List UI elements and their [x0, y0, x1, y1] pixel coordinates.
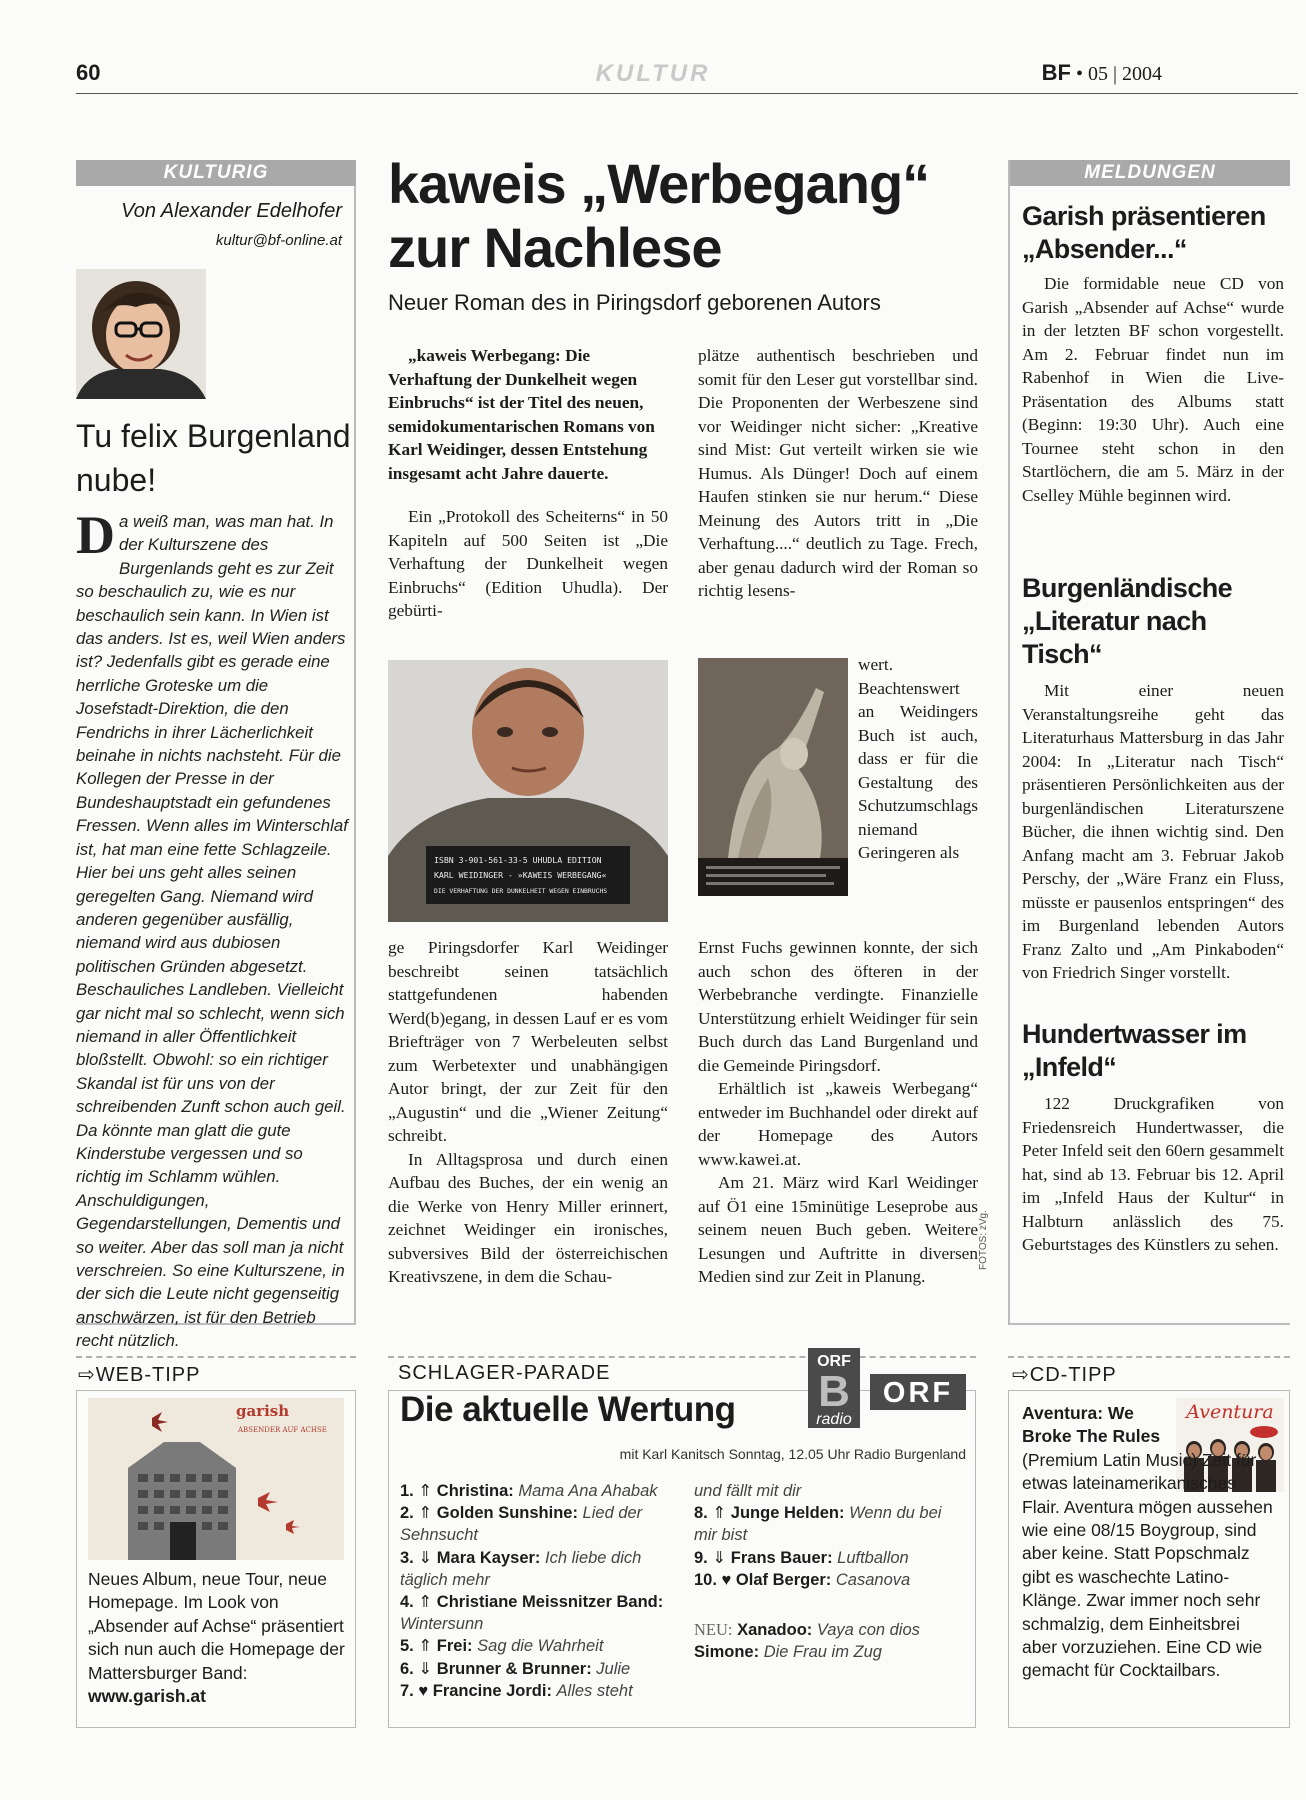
meldung-text: Mit einer neuen Veranstaltungsreihe geht das Literaturhaus Mattersburg in das Jahr 2004: In „Literatur nach Tisch“ präsentieren Persönlichkeiten aus der burgenländischen Literaturszene Bücher, die ihnen wichtig sind. Den Anfang macht am 3. Februar Jakob Perschy, der „Wäre Franz ein Fluss, müsste er pausenlos entspringen“ des im Burgenland lebenden Autors Franz Zalto und „Am Pinkaboden“ von Friedrich Singer vorstellt. [1022, 681, 1284, 982]
article-paragraph: In Alltagsprosa und durch einen Aufbau des Buches, der ein wenig an die Werke von Henry Miller erinnert, zeichnet Weidinger ein ironisches, subversives Bild der österreichischen Kreativszene, in dem die Schau- [388, 1149, 668, 1286]
arrow-right-icon: ⇨ [1012, 1364, 1030, 1386]
article-paragraph: Ernst Fuchs gewinnen konnte, der sich auch schon des öfteren in der Werbebranche verdingte. Finanzielle Unterstützung erhielt Weidinger für sein Buch durch das Land Burgenland und die Gemeinde Piringsdorf. [698, 938, 978, 1075]
article-column-1-top [388, 344, 668, 623]
webtipp-text [88, 1568, 350, 1708]
article-paragraph: plätze authentisch beschrieben und somit für den Leser gut vorstellbar sind. Die Proponenten der Werbeszene sind vor Weidinger nicht sicher: „Kreative sind Mist: Gut verteilt wirken sie wie Humus. Als Dünger! Doch auf einem Haufen stinken sie nur herum.“ Diese Meinung des Autors tritt in „Die Verhaftung....“ deutlich zu Tage. Frech, aber genau dadurch wird der Roman so richtig lesens- [698, 346, 978, 600]
article-column-2-bottom [698, 936, 978, 1289]
chart-rank: 1. [400, 1482, 414, 1500]
mugshot-board-line-2: KARL WEIDINGER - »KAWEIS WERBEGANG« [434, 870, 607, 880]
cdtipp-heading [1012, 1362, 1117, 1387]
chart-entry [400, 1658, 682, 1680]
trend-down-icon: ⇓ [418, 1548, 433, 1567]
chart-song: Sag die Wahrheit [477, 1637, 604, 1656]
chart-song: Casanova [835, 1570, 911, 1589]
chart-artist: Francine Jordi: [432, 1681, 552, 1700]
chart-artist: Olaf Berger: [735, 1570, 832, 1589]
webtipp-heading [78, 1362, 200, 1387]
chart-entry [400, 1547, 682, 1591]
neu-song: Vaya con dios [816, 1621, 920, 1640]
chart-song: Mama Ana Ahabak [518, 1482, 658, 1500]
meldung-1 [1022, 200, 1284, 507]
meldung-title: Hundertwasser im „Infeld“ [1022, 1019, 1247, 1082]
meldung-3 [1022, 1018, 1284, 1257]
headline-line-2: zur Nachlese [388, 216, 722, 279]
cdtipp-title: Aventura: We Broke The Rules [1022, 1403, 1161, 1447]
article-wrap-text [858, 653, 978, 865]
meldung-text: Die formidable neue CD von Garish „Absender auf Achse“ wurde in der letzten BF schon vorgestellt. Am 2. Februar findet nun im Rabenhof in Wien die Live-Präsentation des Albums statt (Beginn: 19:30 Uhr). Auch eine Tournee steht schon in den Startlöchern, die am 5. März in der Cselley Mühle beginnen wird. [1022, 274, 1284, 505]
trend-down-icon: ⇓ [418, 1659, 433, 1678]
mugshot-board-line-3: DIE VERHAFTUNG DER DUNKELHEIT WEGEN EINBRUCHS [434, 887, 608, 895]
article-headline [388, 152, 988, 280]
meldung-title: Burgenländische „Literatur nach Tisch“ [1022, 573, 1233, 669]
chart-artist: Christina: [436, 1482, 514, 1500]
neu-artist: Simone: [694, 1643, 760, 1662]
article-paragraph: Erhältlich ist „kaweis Werbegang“ entweder im Buchhandel oder direkt auf der Homepage des Autors www.kawei.at. [698, 1079, 978, 1169]
author-byline: Von Alexander Edelhofer [121, 200, 342, 222]
heart-icon: ♥ [721, 1570, 732, 1589]
meldung-body [1022, 272, 1284, 507]
page-number: 60 [76, 60, 101, 85]
chart-artist: Junge Helden: [730, 1504, 845, 1523]
chart-song: Luftballon [837, 1548, 909, 1567]
meldung-body [1022, 679, 1284, 985]
issue-number: 05 | 2004 [1087, 63, 1162, 85]
article-paragraph: Ein „Protokoll des Scheiterns“ in 50 Kapiteln auf 500 Seiten ist „Die Verhaftung der Dunkelheit wegen Einbruchs“ (Edition Uhudla). Der gebürti- [388, 507, 668, 620]
chart-entry [400, 1635, 682, 1657]
chart-song: Lied der Sehnsucht [400, 1504, 643, 1545]
chart-song: Julie [596, 1659, 631, 1678]
trend-up-icon: ⇑ [418, 1482, 433, 1500]
chart-entry [400, 1502, 682, 1546]
cdtipp-label: CD-TIPP [1029, 1364, 1117, 1386]
chart-entry-continued [694, 1480, 966, 1502]
chart-rank: 2. [400, 1504, 414, 1523]
kolumne-label: KULTURIG [76, 160, 356, 186]
neu-entry [694, 1641, 966, 1663]
meldung-text: 122 Druckgrafiken von Friedensreich Hundertwasser, die Peter Infeld seit den 60ern gesammelt hat, sind ab 13. Februar bis 12. April im „Infeld Haus der Kultur“ in Halbturn anlässlich des 75. Geburtstages des Künstlers zu sehen. [1022, 1094, 1284, 1254]
chart-rank: 9. [694, 1548, 708, 1567]
article-lead: „kaweis Werbegang: Die Verhaftung der Dunkelheit wegen Einbruchs“ ist der Titel des neuen, semidokumentarischen Romans von Karl Weidinger, dessen Entstehung insgesamt acht Jahre dauerte. [388, 346, 655, 483]
article-paragraph: ge Piringsdorfer Karl Weidinger beschreibt seinen tatsächlich stattgefundenen habenden Werd(b)egang, in dessen Lauf er es vom Briefträger von 7 Werbeleuten selbst zum Werbetexter und unabhängigen Autor bringt, der zur Zeit für den „Augustin“ und die „Wiener Zeitung“ schreibt. [388, 938, 668, 1145]
logo-letter: B [818, 1367, 850, 1416]
schlager-info: mit Karl Kanitsch Sonntag, 12.05 Uhr Radio Burgenland [619, 1446, 966, 1462]
chart-artist: Brunner & Brunner: [436, 1659, 592, 1678]
chart-song: Ich liebe dich täglich mehr [400, 1548, 642, 1589]
webtipp-url-link[interactable]: www.garish.at [88, 1686, 206, 1707]
chart-artist: Frans Bauer: [730, 1548, 833, 1567]
neu-artist: Xanadoo: [737, 1621, 813, 1640]
chart-entry [400, 1591, 682, 1635]
mugshot-board-line-1: ISBN 3-901-561-33-5 UHUDLA EDITION [434, 855, 602, 865]
garish-album-cover [88, 1398, 344, 1560]
book-cover-ernst-fuchs [698, 658, 848, 896]
webtipp-description: Neues Album, neue Tour, neue Homepage. Im Look von „Absender auf Achse“ präsentiert sich nun auch die Homepage der Mattersburger Band: [88, 1569, 345, 1683]
author-mugshot-photo [388, 660, 668, 922]
webtipp-divider [76, 1356, 356, 1358]
article-subhead: Neuer Roman des in Piringsdorf geborenen Autors [388, 290, 881, 315]
chart-rank: 4. [400, 1593, 414, 1612]
chart-song: Alles steht [556, 1681, 633, 1700]
chart-rank: 8. [694, 1504, 708, 1523]
orf-radio-logo [808, 1348, 968, 1428]
chart-song: Wenn du bei mir bist [694, 1504, 942, 1545]
neu-label: NEU: [694, 1620, 733, 1640]
webtipp-label: WEB-TIPP [95, 1364, 201, 1386]
cdtipp-text [1022, 1402, 1278, 1683]
article-paragraph: Am 21. März wird Karl Weidinger auf Ö1 eine 15minütige Leseprobe aus seinem neuen Buch geben. Weitere Lesungen und Auftritte in diversen Medien sind zur Zeit in Planung. [698, 1173, 978, 1286]
meldungen-label: MELDUNGEN [1010, 160, 1290, 186]
cover-band-name: garish [236, 1402, 290, 1420]
header-bullet: • [1075, 63, 1083, 85]
trend-up-icon: ⇑ [418, 1504, 433, 1523]
chart-column-right [694, 1480, 966, 1663]
chart-song: und fällt mit dir [694, 1482, 802, 1500]
chart-column-left [400, 1480, 682, 1702]
magazine-name: BF [1041, 60, 1071, 85]
chart-rank: 6. [400, 1659, 414, 1678]
trend-up-icon: ⇑ [712, 1504, 727, 1523]
neu-song: Die Frau im Zug [763, 1643, 882, 1662]
chart-rank: 7. [400, 1681, 414, 1700]
chart-rank: 5. [400, 1637, 414, 1656]
schlager-title: Die aktuelle Wertung [400, 1390, 736, 1429]
photo-credit: FOTOS: zVg. [978, 1210, 989, 1270]
headline-line-1: kaweis „Werbegang“ [388, 152, 930, 215]
chart-artist: Golden Sunshine: [436, 1504, 578, 1523]
chart-artist: Frei: [436, 1637, 473, 1656]
cdtipp-divider [1008, 1356, 1290, 1358]
chart-entry [694, 1547, 966, 1569]
chart-entry [400, 1480, 682, 1502]
chart-entry [694, 1569, 966, 1591]
chart-entry [400, 1680, 682, 1702]
chart-rank: 3. [400, 1548, 414, 1567]
logo-orf-large: ORF [882, 1377, 954, 1409]
logo-radio: radio [816, 1411, 852, 1428]
author-portrait [76, 269, 206, 399]
meldung-2 [1022, 572, 1284, 985]
schlager-label: SCHLAGER-PARADE [398, 1362, 611, 1384]
kolumne-title: Tu felix Burgenland nube! [76, 418, 351, 498]
section-title: KULTUR [595, 60, 711, 87]
chart-artist: Mara Kayser: [436, 1548, 541, 1567]
meldung-body [1022, 1092, 1284, 1257]
cd-cover-title: Aventura [1186, 1401, 1274, 1423]
drop-cap: D [76, 505, 115, 565]
article-paragraph: wert. Beachtenswert an Weidingers Buch ist auch, dass er für die Gestaltung des Schutzumschlags niemand Geringeren als [858, 655, 978, 862]
issue-info [1042, 60, 1162, 86]
meldung-title: Garish präsentieren „Absender...“ [1022, 201, 1266, 264]
arrow-right-icon: ⇨ [78, 1364, 96, 1386]
chart-entry [694, 1502, 966, 1546]
logo-orf-small: ORF [817, 1353, 851, 1370]
trend-up-icon: ⇑ [418, 1593, 433, 1612]
kolumne-text: a weiß man, was man hat. In der Kulturszene des Burgenlands geht es zur Zeit so beschaulich zu, wie es nur beschaulich sein kann. In Wien ist das anders. Ist es, weil Wien anders ist? Jedenfalls gibt es gerade eine herrliche Groteske um die Josefstadt-Direktion, die den Fendrichs in ihrer Lächerlichkeit beinahe in nichts nachsteht. Für die Kollegen der Presse in der Bundeshauptstadt ein gefundenes Fressen. Wenn alles im Winterschlaf ist, hat man eine fette Schlagzeile. Hier bei uns geht alles seinen geregelten Gang. Niemand wird anderen gegenüber ausfällig, niemand wird aus dubiosen politischen Gründen abgesetzt. Beschauliches Landleben. Vielleicht gar nicht mal so schlecht, wenn sich niemand in aller Öffentlichkeit bloßstellt. Obwohl: so ein richtiger Skandal ist für uns von der schreibenden Zunft schon auch geil. Da könnte man glatt die gute Kinderstube vergessen und so richtig im Schlamm wühlen. Anschuldigungen, Gegendarstellungen, Dementis und so weiter. Aber das soll man ja nicht verschreien. So eine Kulturszene, in der sich die Leute nicht gegenseitig anschwärzen, ist für den Betrieb recht nützlich. [76, 512, 348, 1351]
author-email[interactable]: kultur@bf-online.at [215, 232, 342, 249]
trend-down-icon: ⇓ [712, 1548, 727, 1567]
article-column-2-top [698, 344, 978, 603]
chart-song: Wintersunn [400, 1615, 484, 1634]
heart-icon: ♥ [418, 1681, 429, 1700]
chart-artist: Christiane Meissnitzer Band: [436, 1593, 664, 1612]
chart-rank: 10. [694, 1570, 717, 1589]
article-column-1-bottom [388, 936, 668, 1289]
cdtipp-description: (Premium Latin Music) Zeit für etwas lateinamerikanisches Flair. Aventura mögen aussehen wie eine 08/15 Boygroup, sind aber keine. Statt Popschmalz gibt es waschechte Latino-Klänge. Zwar immer noch sehr schmalzig, dem Einheitsbrei aber vorzuziehen. Eine CD wie gemacht für Cocktailbars. [1022, 1449, 1273, 1681]
kolumne-body [76, 505, 352, 1353]
neu-entry [694, 1619, 966, 1641]
cover-album-name: ABSENDER AUF ACHSE [238, 1426, 327, 1434]
trend-up-icon: ⇑ [418, 1637, 433, 1656]
header-rule [76, 93, 1298, 94]
